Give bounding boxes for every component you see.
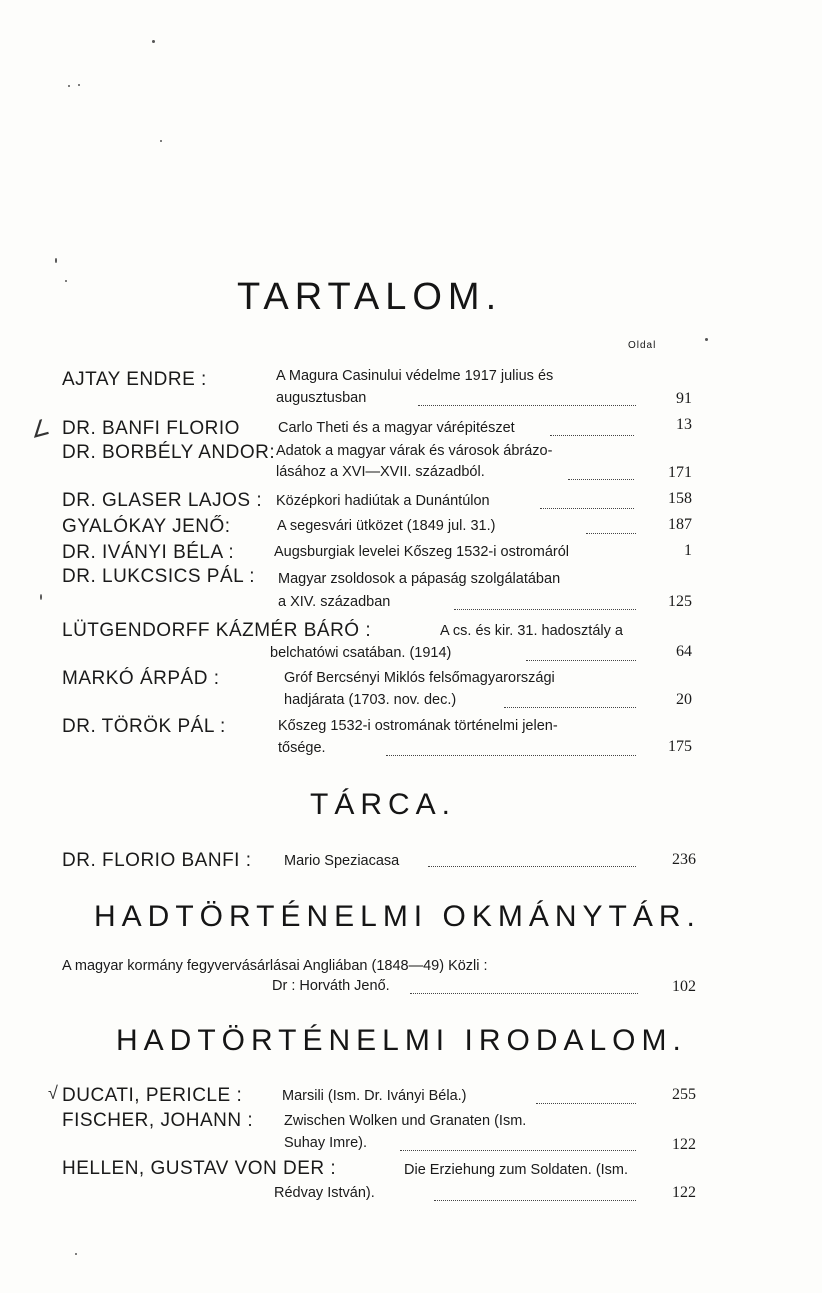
toc-page-number: 171 [668, 464, 692, 481]
toc-page-number: 158 [668, 490, 692, 507]
leader-dots [454, 609, 636, 610]
toc-page-number: 125 [668, 593, 692, 610]
section-title-tarca: TÁRCA. [310, 788, 457, 821]
leader-dots [418, 405, 636, 406]
toc-title-line: Adatok a magyar várak és városok ábrázo- [276, 443, 553, 459]
toc-title-line: augusztusban [276, 390, 367, 406]
toc-page-number: 91 [676, 390, 692, 407]
section-title-irodalom: HADTÖRTÉNELMI IRODALOM. [116, 1024, 687, 1057]
literature-page-number: 255 [672, 1086, 696, 1103]
leader-dots [434, 1200, 636, 1201]
leader-dots [586, 533, 636, 534]
toc-title-line: tősége. [278, 740, 326, 756]
scan-speck [160, 140, 162, 142]
literature-title-line: Rédvay István). [274, 1185, 375, 1201]
literature-page-number: 122 [672, 1136, 696, 1153]
toc-page-number: 13 [676, 416, 692, 433]
toc-author: DR. BANFI FLORIO [62, 418, 240, 439]
literature-author: HELLEN, GUSTAV VON DER : [62, 1158, 337, 1179]
page-title: TARTALOM. [237, 276, 503, 318]
toc-title-line: Carlo Theti és a magyar várépitészet [278, 420, 515, 436]
pencil-check-icon: √ [48, 1083, 58, 1103]
toc-author: GYALÓKAY JENŐ: [62, 516, 231, 537]
leader-dots [540, 508, 634, 509]
scan-speck [75, 1253, 77, 1255]
scan-speck [705, 338, 708, 341]
leader-dots [504, 707, 636, 708]
scan-speck [78, 84, 80, 86]
tarca-title: Mario Speziacasa [284, 853, 400, 869]
okmanytar-page: 102 [672, 978, 696, 995]
scan-speck [65, 280, 67, 282]
toc-author: AJTAY ENDRE : [62, 369, 207, 390]
okmanytar-editor: Dr : Horváth Jenő. [272, 978, 390, 994]
toc-author: DR. LUKCSICS PÁL : [62, 566, 256, 587]
leader-dots [386, 755, 636, 756]
toc-title-line: Kőszeg 1532-i ostromának történelmi jelen- [278, 718, 558, 734]
toc-author: MARKÓ ÁRPÁD : [62, 668, 220, 689]
leader-dots [400, 1150, 636, 1151]
toc-title-line: A segesvári ütközet (1849 jul. 31.) [277, 518, 496, 534]
toc-page-number: 64 [676, 643, 692, 660]
leader-dots [536, 1103, 636, 1104]
literature-title-line: Marsili (Ism. Dr. Iványi Béla.) [282, 1088, 467, 1104]
page-column-label: Oldal [628, 340, 657, 351]
tarca-page: 236 [672, 851, 696, 868]
scan-speck [55, 258, 57, 263]
toc-title-line: Magyar zsoldosok a pápaság szolgálatában [278, 571, 561, 587]
toc-page-number: 175 [668, 738, 692, 755]
toc-title-line: a XIV. században [278, 594, 391, 610]
tarca-author: DR. FLORIO BANFI : [62, 850, 252, 871]
scan-speck [68, 85, 70, 87]
scan-speck [40, 594, 42, 600]
toc-page-number: 1 [684, 542, 692, 559]
pencil-mark-icon: ∠ [26, 413, 53, 444]
literature-title-line: Zwischen Wolken und Granaten (Ism. [284, 1113, 527, 1129]
toc-title-line: belchatówi csatában. (1914) [270, 645, 452, 661]
okmanytar-title: A magyar kormány fegyvervásárlásai Angliában (1848—49) Közli : [62, 958, 488, 974]
toc-title-line: lásához a XVI—XVII. századból. [276, 464, 485, 480]
toc-author: DR. TÖRÖK PÁL : [62, 716, 226, 737]
literature-title-line: Die Erziehung zum Soldaten. (Ism. [404, 1162, 629, 1178]
literature-title-line: Suhay Imre). [284, 1135, 367, 1151]
toc-title-line: A Magura Casinului védelme 1917 julius és [276, 368, 554, 384]
toc-title-line: A cs. és kir. 31. hadosztály a [440, 623, 623, 639]
toc-title-line: Augsburgiak levelei Kőszeg 1532-i ostromáról [274, 544, 569, 560]
toc-page-number: 20 [676, 691, 692, 708]
leader-dots [526, 660, 636, 661]
toc-author: DR. IVÁNYI BÉLA : [62, 542, 235, 563]
leader-dots [428, 866, 636, 867]
section-title-okmanytar: HADTÖRTÉNELMI OKMÁNYTÁR. [94, 900, 701, 933]
toc-page-number: 187 [668, 516, 692, 533]
scan-speck [152, 40, 155, 43]
leader-dots [568, 479, 634, 480]
toc-title-line: Gróf Bercsényi Miklós felsőmagyarországi [284, 670, 555, 686]
toc-title-line: hadjárata (1703. nov. dec.) [284, 692, 457, 708]
literature-author: DUCATI, PERICLE : [62, 1085, 243, 1106]
toc-author: DR. GLASER LAJOS : [62, 490, 263, 511]
leader-dots [410, 993, 638, 994]
toc-author: LÜTGENDORFF KÁZMÉR BÁRÓ : [62, 620, 372, 641]
literature-author: FISCHER, JOHANN : [62, 1110, 254, 1131]
toc-title-line: Középkori hadiútak a Dunántúlon [276, 493, 490, 509]
literature-page-number: 122 [672, 1184, 696, 1201]
leader-dots [550, 435, 634, 436]
toc-author: DR. BORBÉLY ANDOR: [62, 442, 276, 463]
